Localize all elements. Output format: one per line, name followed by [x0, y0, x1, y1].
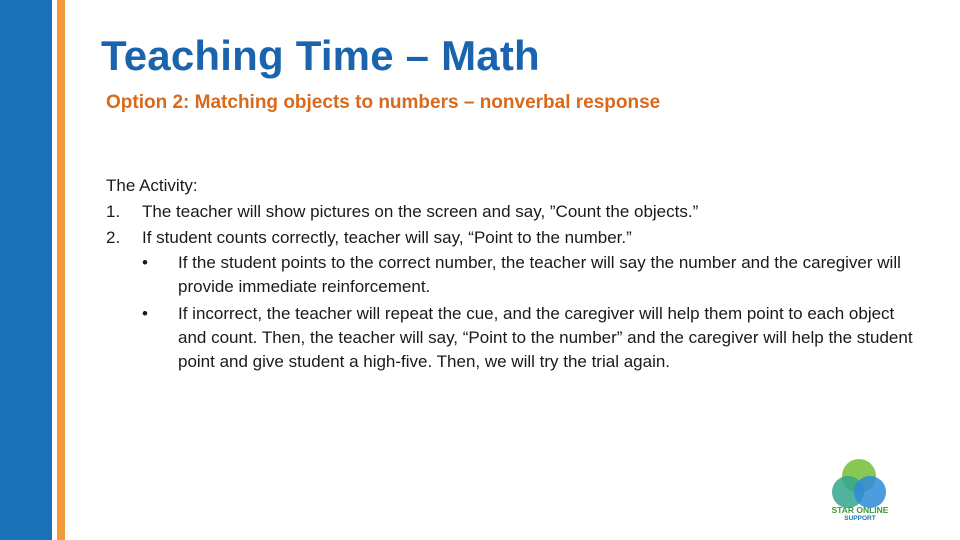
sub-bullet-item	[142, 302, 918, 374]
slide-subtitle: Option 2: Matching objects to numbers – nonverbal response	[106, 92, 661, 113]
sub-bullet-list	[142, 251, 926, 374]
step-item	[106, 226, 926, 374]
step-text: The teacher will show pictures on the screen and say, ”Count the objects.”	[142, 202, 699, 221]
slide-body	[106, 174, 926, 377]
logo-name: STAR ONLINE	[831, 505, 889, 515]
step-text: If student counts correctly, teacher will say, “Point to the number.”	[142, 228, 632, 247]
sub-bullet-item	[142, 251, 918, 299]
bullet-marker: •	[142, 304, 148, 323]
bullet-text: If incorrect, the teacher will repeat the cue, and the caregiver will help them point to each object and count. Then, the teacher will say, “Point to the number” and the caregiver will help the student point and give student a high-five. Then, we will try the trial again.	[178, 304, 913, 371]
step-item	[106, 200, 926, 224]
bullet-marker: •	[142, 253, 148, 272]
left-blue-bar	[0, 0, 52, 540]
slide-title: Teaching Time – Math	[101, 32, 540, 79]
step-number: 1.	[106, 202, 121, 221]
logo-subtitle: SUPPORT	[844, 515, 876, 522]
step-number: 2.	[106, 228, 121, 247]
bullet-text: If the student points to the correct number, the teacher will say the number and the caregiver will provide immediate reinforcement.	[178, 253, 901, 296]
activity-heading: The Activity:	[106, 176, 198, 195]
left-orange-bar	[57, 0, 65, 540]
